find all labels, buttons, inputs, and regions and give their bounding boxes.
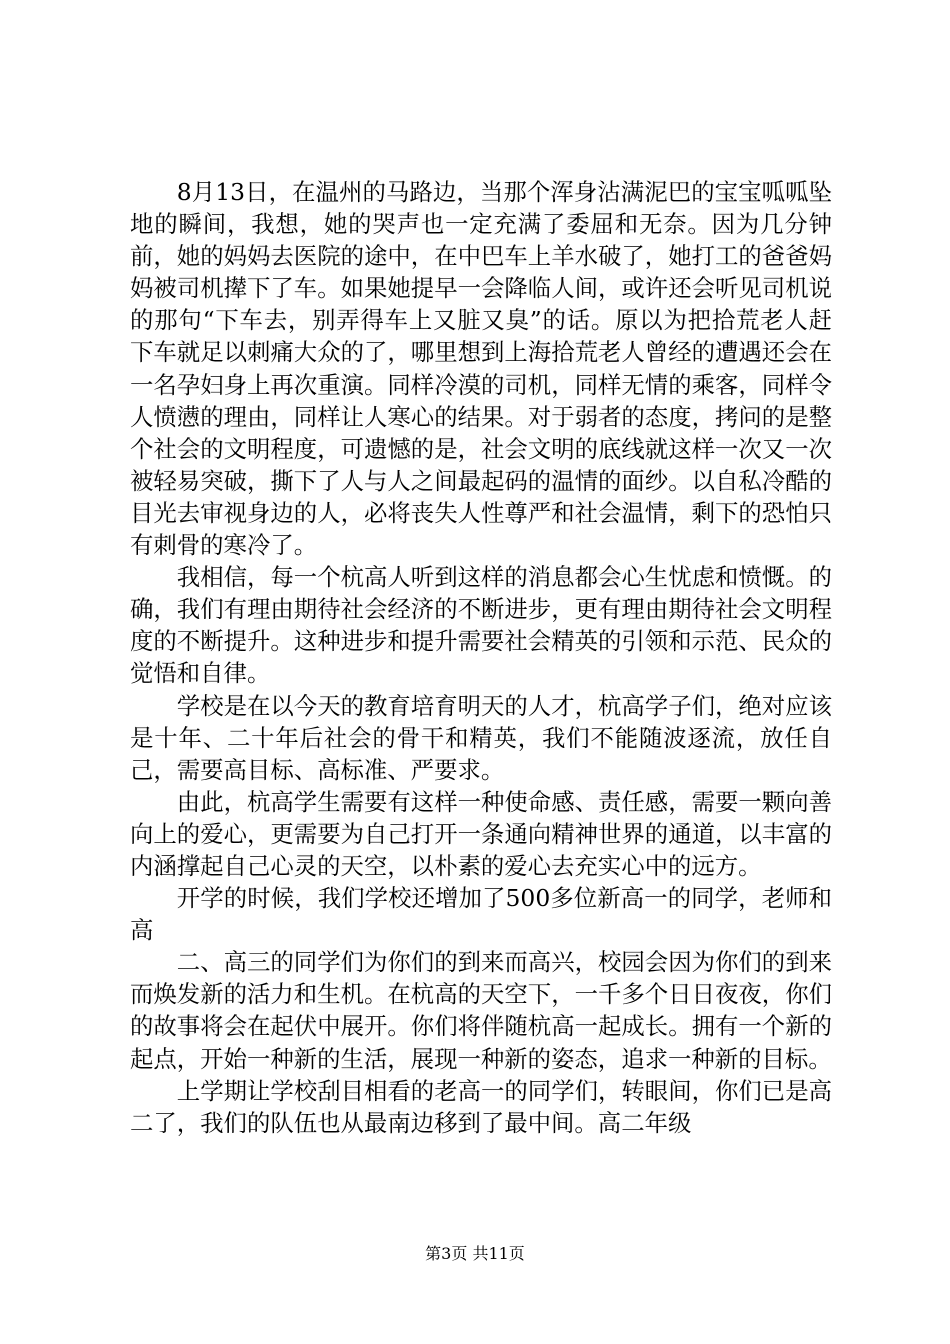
document-body xyxy=(130,176,832,1139)
paragraph-4: 由此，杭高学生需要有这样一种使命感、责任感，需要一颗向善向上的爱心，更需要为自己打开一条通向精神世界的通道，以丰富的内涵撑起自己心灵的天空，以朴素的爱心去充实心中的远方。 xyxy=(130,787,832,880)
page-footer: 第3页 共11页 xyxy=(425,1244,525,1263)
paragraph-5: 开学的时候，我们学校还增加了500多位新高一的同学，老师和高 xyxy=(130,884,832,945)
paragraph-6: 二、高三的同学们为你们的到来而高兴，校园会因为你们的到来而焕发新的活力和生机。在杭高的天空下，一千多个日日夜夜，你们的故事将会在起伏中展开。你们将伴随杭高一起成长。拥有一个新的起点，开始一种新的生活，展现一种新的姿态，追求一种新的目标。 xyxy=(130,948,832,1073)
paragraph-2: 我相信，每一个杭高人听到这样的消息都会心生忧虑和愤慨。的确，我们有理由期待社会经济的不断进步，更有理由期待社会文明程度的不断提升。这种进步和提升需要社会精英的引领和示范、民众的觉悟和自律。 xyxy=(130,563,832,688)
paragraph-1: 8月13日，在温州的马路边，当那个浑身沾满泥巴的宝宝呱呱坠地的瞬间，我想，她的哭声也一定充满了委屈和无奈。因为几分钟前，她的妈妈去医院的途中，在中巴车上羊水破了，她打工的爸爸妈妈被司机撵下了车。如果她提早一会降临人间，或许还会听见司机说的那句“下车去，别弄得车上又脏又臭”的话。原以为把拾荒老人赶下车就足以刺痛大众的了，哪里想到上海拾荒老人曾经的遭遇还会在一名孕妇身上再次重演。同样冷漠的司机，同样无情的乘客，同样令人愤懑的理由，同样让人寒心的结果。对于弱者的态度，拷问的是整个社会的文明程度，可遗憾的是，社会文明的底线就这样一次又一次被轻易突破，撕下了人与人之间最起码的温情的面纱。以自私冷酷的目光去审视身边的人，必将丧失人性尊严和社会温情，剩下的恐怕只有刺骨的寒冷了。 xyxy=(130,178,832,560)
paragraph-3: 学校是在以今天的教育培育明天的人才，杭高学子们，绝对应该是十年、二十年后社会的骨干和精英，我们不能随波逐流，放任自己，需要高目标、高标准、严要求。 xyxy=(130,691,832,784)
paragraph-7: 上学期让学校刮目相看的老高一的同学们，转眼间，你们已是高二了，我们的队伍也从最南边移到了最中间。高二年级 xyxy=(130,1076,832,1137)
